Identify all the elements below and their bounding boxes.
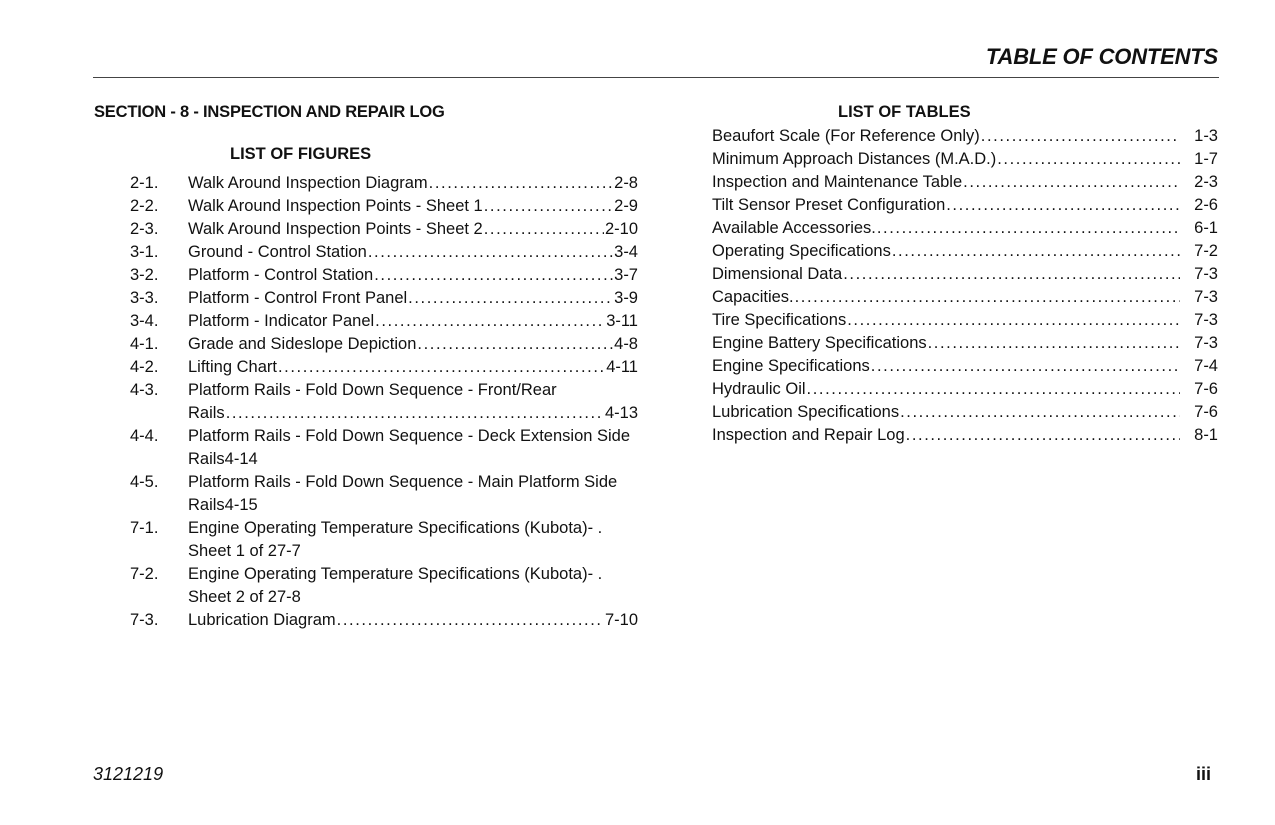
- dot-leader: [963, 171, 1180, 194]
- dot-leader: [337, 609, 604, 632]
- figure-number: 7-1.: [130, 519, 159, 537]
- table-page: 7-3: [1194, 265, 1218, 283]
- figure-title: Engine Operating Temperature Specifications (Kubota)- .: [188, 565, 603, 583]
- figure-title: Walk Around Inspection Points - Sheet 1: [188, 197, 483, 215]
- table-entry[interactable]: [712, 378, 1218, 401]
- table-entry[interactable]: [712, 125, 1218, 148]
- figure-title-line: [188, 471, 638, 494]
- figure-entry[interactable]: [130, 333, 638, 356]
- section-heading: SECTION - 8 - INSPECTION AND REPAIR LOG: [94, 103, 445, 121]
- figure-page: 4-8: [614, 335, 638, 353]
- figure-title: Walk Around Inspection Points - Sheet 2: [188, 220, 483, 238]
- figure-title: Engine Operating Temperature Specifications (Kubota)- .: [188, 519, 603, 537]
- figure-entry[interactable]: [130, 172, 638, 195]
- figure-title: Sheet 2 of 27-8: [188, 588, 301, 606]
- figure-title-line: [188, 563, 638, 586]
- figure-page: 4-11: [606, 358, 638, 376]
- figure-entry[interactable]: [130, 471, 638, 517]
- document-number: 3121219: [93, 764, 164, 784]
- figure-title-line: [188, 264, 638, 287]
- figure-entry-body: [188, 563, 638, 609]
- page-number: iii: [1195, 764, 1211, 784]
- table-page: 7-6: [1194, 403, 1218, 421]
- dot-leader: [484, 218, 604, 241]
- figure-entry-body: [188, 379, 638, 425]
- table-entry[interactable]: [712, 401, 1218, 424]
- dot-leader: [877, 217, 1180, 240]
- figure-entry-body: [188, 264, 638, 287]
- figure-title-line: [188, 241, 638, 264]
- figure-entry[interactable]: [130, 241, 638, 264]
- dot-leader: [795, 286, 1180, 309]
- figure-entry[interactable]: [130, 609, 638, 632]
- figure-title-line: [188, 287, 638, 310]
- table-title: Available Accessories.: [712, 219, 876, 237]
- dot-leader: [871, 355, 1180, 378]
- dot-leader: [429, 172, 613, 195]
- figure-page: 7-10: [604, 611, 638, 629]
- table-title: Inspection and Repair Log: [712, 426, 905, 444]
- table-page: 2-3: [1194, 173, 1218, 191]
- dot-leader: [807, 378, 1180, 401]
- list-of-figures-heading: LIST OF FIGURES: [230, 145, 372, 163]
- figure-number: 4-2.: [130, 358, 159, 376]
- header-divider: [93, 77, 1219, 78]
- figure-title: Walk Around Inspection Diagram: [188, 174, 428, 192]
- figure-entry-body: [188, 425, 638, 471]
- table-title: Capacities.: [712, 288, 794, 306]
- figure-title: Lubrication Diagram: [188, 611, 336, 629]
- table-entry[interactable]: [712, 286, 1218, 309]
- page-title: TABLE OF CONTENTS: [985, 44, 1218, 69]
- figure-entry-body: [188, 172, 638, 195]
- figure-page: 2-8: [614, 174, 638, 192]
- figure-page: 3-11: [606, 312, 638, 330]
- figure-title: Platform - Indicator Panel: [188, 312, 375, 330]
- figure-title-line: [188, 195, 638, 218]
- dot-leader: [900, 401, 1180, 424]
- dot-leader: [981, 125, 1180, 148]
- figure-title-line: [188, 425, 638, 448]
- table-entry[interactable]: [712, 309, 1218, 332]
- table-page: 7-6: [1194, 380, 1218, 398]
- figure-title-line: [188, 379, 638, 402]
- table-page: 2-6: [1194, 196, 1218, 214]
- dot-leader: [892, 240, 1180, 263]
- table-entry[interactable]: [712, 355, 1218, 378]
- table-page: 1-7: [1194, 150, 1218, 168]
- figure-number: 3-2.: [130, 266, 159, 284]
- figure-title-line: [188, 402, 638, 425]
- figure-title: Rails: [188, 404, 225, 422]
- table-title: Hydraulic Oil: [712, 380, 806, 398]
- figure-entry-body: [188, 287, 638, 310]
- figure-entry[interactable]: [130, 310, 638, 333]
- figure-entry-body: [188, 310, 638, 333]
- table-entry[interactable]: [712, 194, 1218, 217]
- table-entry[interactable]: [712, 148, 1218, 171]
- dot-leader: [408, 287, 613, 310]
- table-entry[interactable]: [712, 217, 1218, 240]
- table-title: Minimum Approach Distances (M.A.D.): [712, 150, 997, 168]
- figure-entry[interactable]: [130, 517, 638, 563]
- figure-entry[interactable]: [130, 425, 638, 471]
- dot-leader: [843, 263, 1180, 286]
- dot-leader: [368, 241, 613, 264]
- dot-leader: [946, 194, 1180, 217]
- figure-title-line: [188, 448, 638, 471]
- figure-title-line: [188, 517, 638, 540]
- figure-title: Rails4-15: [188, 496, 258, 514]
- figure-number: 2-2.: [130, 197, 159, 215]
- figure-page: 2-9: [614, 197, 638, 215]
- table-title: Tilt Sensor Preset Configuration: [712, 196, 946, 214]
- dot-leader: [375, 310, 605, 333]
- table-entry[interactable]: [712, 240, 1218, 263]
- dot-leader: [226, 402, 604, 425]
- figure-entry[interactable]: [130, 195, 638, 218]
- figure-number: 4-3.: [130, 381, 159, 399]
- figure-entry[interactable]: [130, 287, 638, 310]
- figure-title: Lifting Chart: [188, 358, 277, 376]
- figure-title-line: [188, 494, 638, 517]
- table-entry[interactable]: [712, 171, 1218, 194]
- figure-entry-body: [188, 195, 638, 218]
- table-page: 7-3: [1194, 334, 1218, 352]
- figure-entry[interactable]: [130, 563, 638, 609]
- table-title: Dimensional Data: [712, 265, 843, 283]
- figure-number: 7-2.: [130, 565, 159, 583]
- figure-title-line: [188, 586, 638, 609]
- figure-entry[interactable]: [130, 218, 638, 241]
- figure-entry-body: [188, 609, 638, 632]
- dot-leader: [997, 148, 1180, 171]
- figure-title-line: [188, 540, 638, 563]
- table-page: 7-4: [1194, 357, 1218, 375]
- table-entry[interactable]: [712, 424, 1218, 447]
- figure-entry-body: [188, 218, 638, 241]
- figure-title-line: [188, 172, 638, 195]
- figure-number: 7-3.: [130, 611, 159, 629]
- figure-entry[interactable]: [130, 264, 638, 287]
- table-page: 7-2: [1194, 242, 1218, 260]
- figure-title: Platform Rails - Fold Down Sequence - Deck Extension Side: [188, 427, 631, 445]
- table-title: Lubrication Specifications: [712, 403, 900, 421]
- table-title: Tire Specifications: [712, 311, 847, 329]
- list-of-figures: [130, 172, 638, 632]
- dot-leader: [417, 333, 613, 356]
- figure-entry-body: [188, 333, 638, 356]
- figure-title: Platform - Control Front Panel: [188, 289, 408, 307]
- dot-leader: [278, 356, 605, 379]
- figure-number: 3-4.: [130, 312, 159, 330]
- figure-entry-body: [188, 517, 638, 563]
- table-title: Operating Specifications: [712, 242, 891, 260]
- figure-title: Platform Rails - Fold Down Sequence - Main Platform Side: [188, 473, 618, 491]
- figure-number: 2-1.: [130, 174, 159, 192]
- figure-page: 2-10: [604, 220, 638, 238]
- figure-entry-body: [188, 356, 638, 379]
- figure-title-line: [188, 333, 638, 356]
- figure-title-line: [188, 310, 638, 333]
- figure-page: 3-7: [614, 266, 638, 284]
- figure-title-line: [188, 218, 638, 241]
- dot-leader: [374, 264, 613, 287]
- figure-title-line: [188, 356, 638, 379]
- figure-title-line: [188, 609, 638, 632]
- figure-title: Grade and Sideslope Depiction: [188, 335, 417, 353]
- figure-page: 3-9: [614, 289, 638, 307]
- figure-number: 3-1.: [130, 243, 159, 261]
- figure-number: 4-4.: [130, 427, 159, 445]
- figure-title: Platform - Control Station: [188, 266, 374, 284]
- figure-entry-body: [188, 241, 638, 264]
- dot-leader: [906, 424, 1180, 447]
- figure-number: 3-3.: [130, 289, 159, 307]
- table-title: Inspection and Maintenance Table: [712, 173, 963, 191]
- dot-leader: [928, 332, 1180, 355]
- figure-title: Sheet 1 of 27-7: [188, 542, 301, 560]
- table-title: Beaufort Scale (For Reference Only): [712, 127, 980, 145]
- figure-entry-body: [188, 471, 638, 517]
- table-page: 1-3: [1194, 127, 1218, 145]
- table-title: Engine Battery Specifications: [712, 334, 927, 352]
- table-page: 6-1: [1194, 219, 1218, 237]
- dot-leader: [484, 195, 613, 218]
- table-page: 7-3: [1194, 288, 1218, 306]
- figure-title: Rails4-14: [188, 450, 258, 468]
- figure-entry[interactable]: [130, 356, 638, 379]
- table-entry[interactable]: [712, 263, 1218, 286]
- list-of-tables-heading: LIST OF TABLES: [838, 103, 971, 121]
- figure-entry[interactable]: [130, 379, 638, 425]
- table-page: 7-3: [1194, 311, 1218, 329]
- list-of-tables: [712, 125, 1218, 447]
- figure-title: Platform Rails - Fold Down Sequence - Front/Rear: [188, 381, 557, 399]
- figure-number: 2-3.: [130, 220, 159, 238]
- figure-page: 4-13: [604, 404, 638, 422]
- table-entry[interactable]: [712, 332, 1218, 355]
- table-page: 8-1: [1194, 426, 1218, 444]
- figure-number: 4-1.: [130, 335, 159, 353]
- figure-title: Ground - Control Station: [188, 243, 367, 261]
- table-title: Engine Specifications: [712, 357, 870, 375]
- dot-leader: [847, 309, 1180, 332]
- figure-page: 3-4: [614, 243, 638, 261]
- figure-number: 4-5.: [130, 473, 159, 491]
